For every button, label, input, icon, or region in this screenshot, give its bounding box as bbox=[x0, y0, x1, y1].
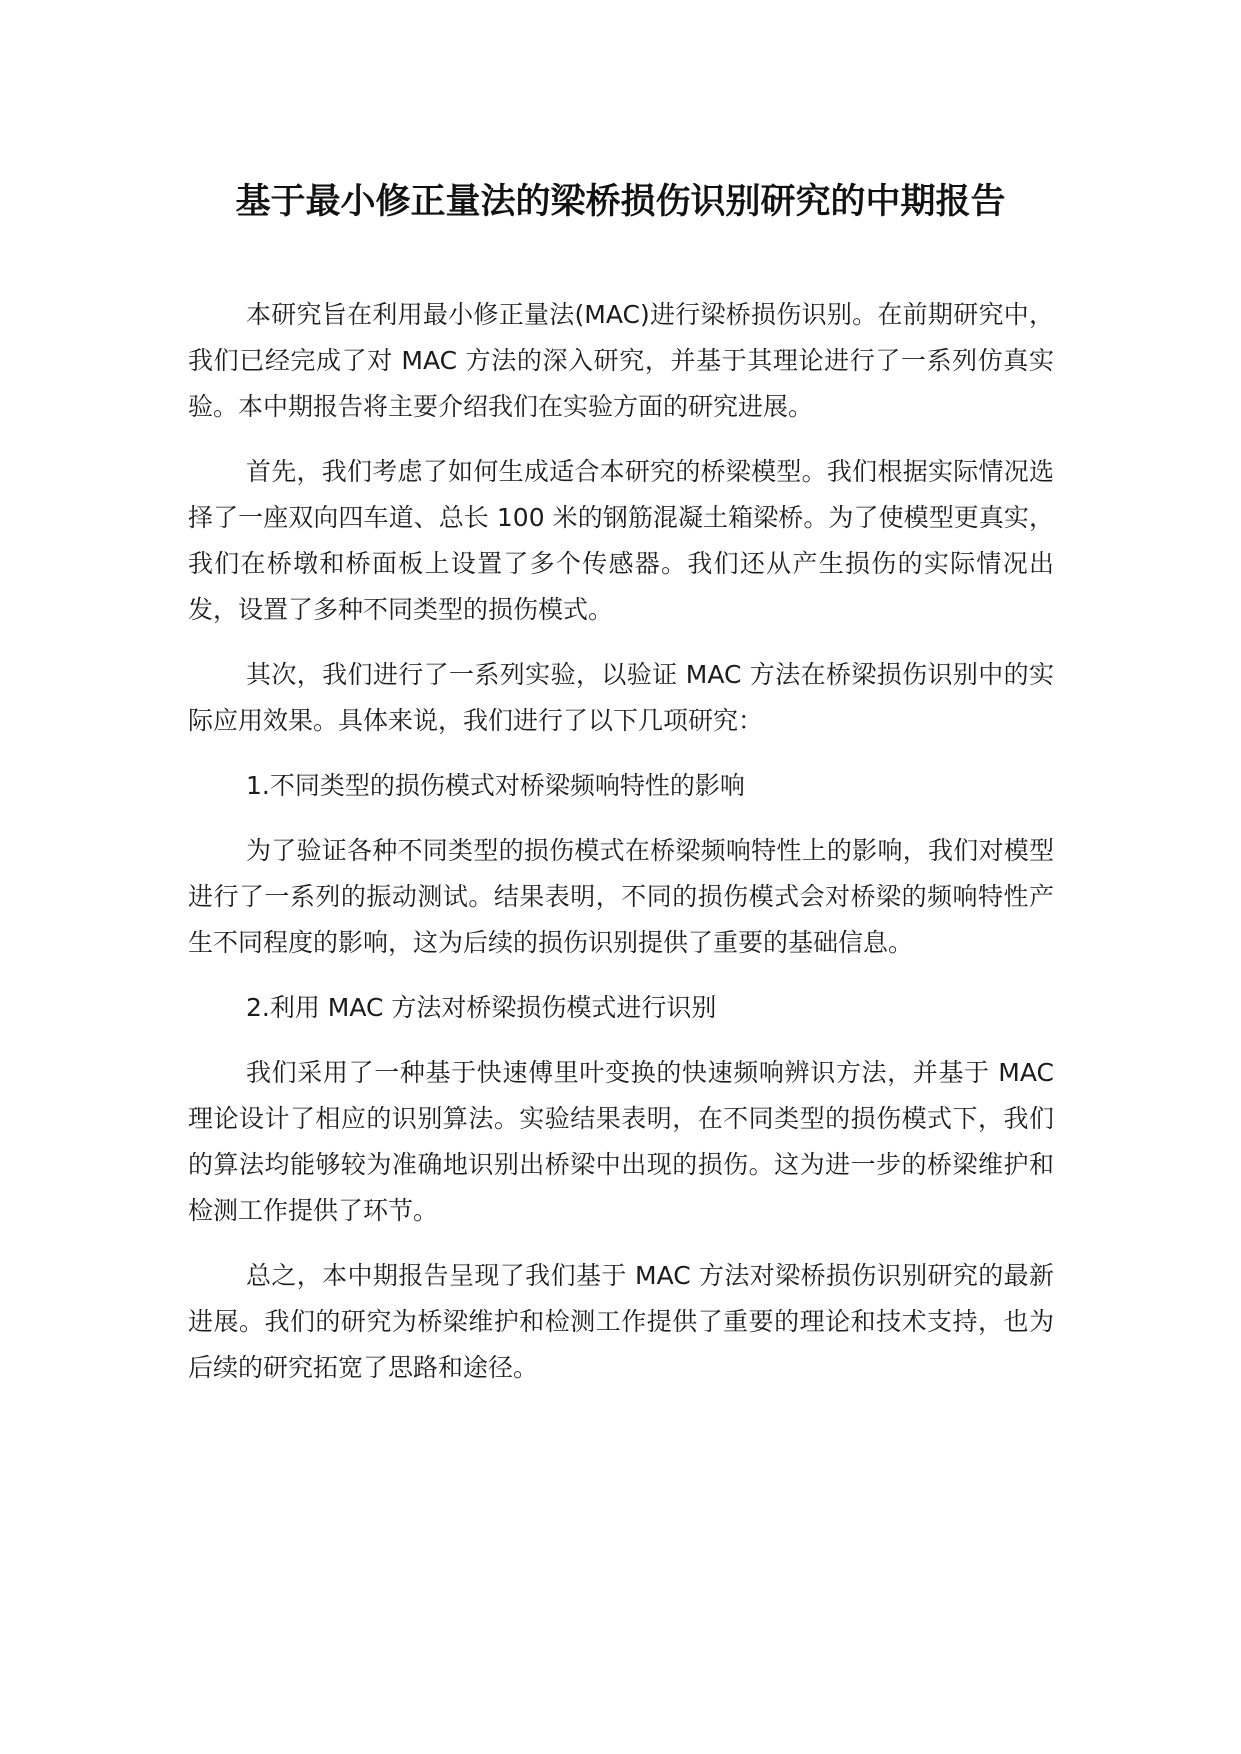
paragraph-intro: 本研究旨在利用最小修正量法(MAC)进行梁桥损伤识别。在前期研究中，我们已经完成了对 MAC 方法的深入研究，并基于其理论进行了一系列仿真实验。本中期报告将主要介绍我们在实验方面的研究进展。 bbox=[188, 300, 1054, 421]
paragraph-experiments: 其次，我们进行了一系列实验，以验证 MAC 方法在桥梁损伤识别中的实际应用效果。具体来说，我们进行了以下几项研究： bbox=[188, 660, 1054, 735]
section-heading-2: 2.利用 MAC 方法对桥梁损伤模式进行识别 bbox=[246, 993, 717, 1022]
document-body bbox=[188, 292, 1054, 1410]
paragraph-conclusion: 总之，本中期报告呈现了我们基于 MAC 方法对梁桥损伤识别研究的最新进展。我们的研究为桥梁维护和检测工作提供了重要的理论和技术支持，也为后续的研究拓宽了思路和途径。 bbox=[188, 1261, 1054, 1382]
document-title: 基于最小修正量法的梁桥损伤识别研究的中期报告 bbox=[235, 182, 1006, 222]
paragraph-model: 首先，我们考虑了如何生成适合本研究的桥梁模型。我们根据实际情况选择了一座双向四车道、总长 100 米的钢筋混凝土箱梁桥。为了使模型更真实，我们在桥墩和桥面板上设置了多个传感器。我们还从产生损伤的实际情况出发，设置了多种不同类型的损伤模式。 bbox=[188, 457, 1054, 624]
paragraph-vibration-test: 为了验证各种不同类型的损伤模式在桥梁频响特性上的影响，我们对模型进行了一系列的振动测试。结果表明，不同的损伤模式会对桥梁的频响特性产生不同程度的影响，这为后续的损伤识别提供了重要的基础信息。 bbox=[188, 836, 1054, 957]
paragraph-identification: 我们采用了一种基于快速傅里叶变换的快速频响辨识方法，并基于 MAC 理论设计了相应的识别算法。实验结果表明，在不同类型的损伤模式下，我们的算法均能够较为准确地识别出桥梁中出现的损伤。这为进一步的桥梁维护和检测工作提供了环节。 bbox=[188, 1058, 1054, 1225]
section-heading-1: 1.不同类型的损伤模式对桥梁频响特性的影响 bbox=[246, 771, 745, 800]
